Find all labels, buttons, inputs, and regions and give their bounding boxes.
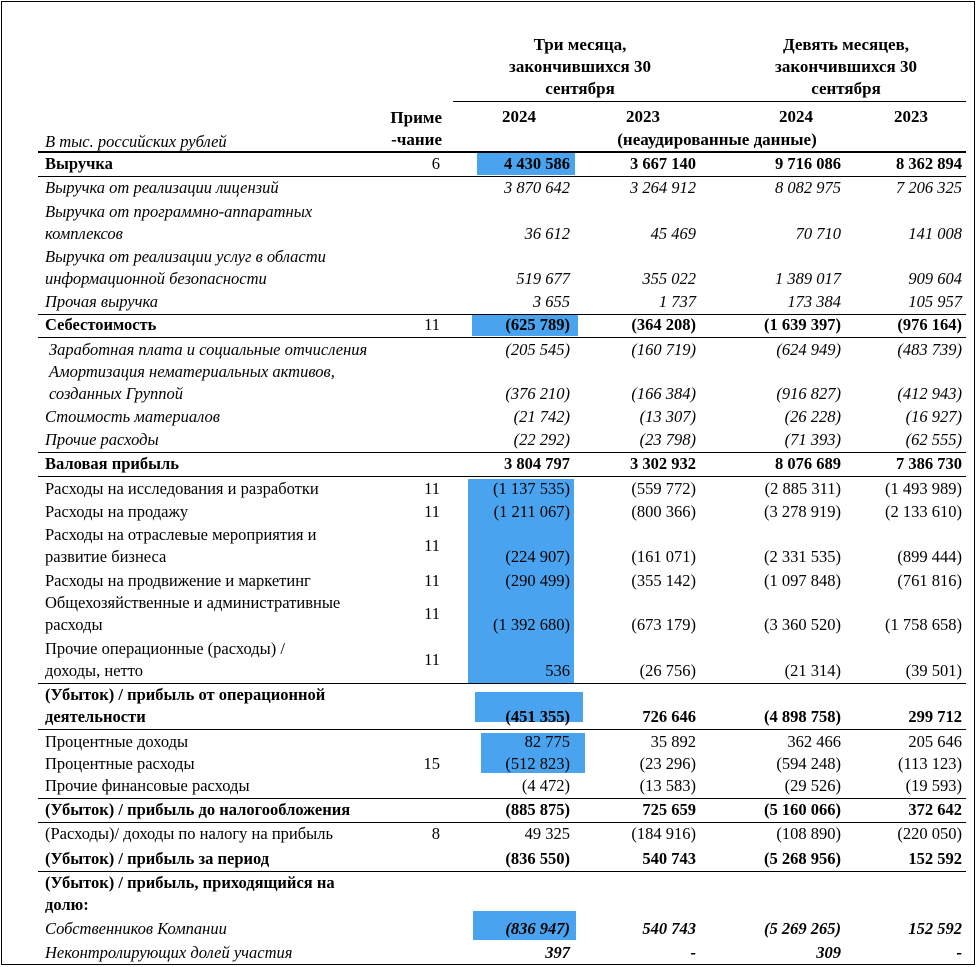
row-value-col-1: 49 325 <box>524 824 570 843</box>
header-nine-line-3: сентября <box>811 79 881 98</box>
row-value-col-2: 45 469 <box>650 224 696 243</box>
row-value-col-3: (4 898 758) <box>764 707 841 726</box>
row-value-col-1: (512 823) <box>505 754 570 773</box>
header-underline <box>453 101 966 102</box>
year-col-2: 2023 <box>626 107 660 126</box>
row-value-col-2: 540 743 <box>642 849 696 868</box>
note-header-line-1: Приме <box>390 108 442 127</box>
row-value-col-2: (559 772) <box>631 479 696 498</box>
row-label: Выручка от реализации лицензий <box>45 178 279 197</box>
row-value-col-1: (4 472) <box>521 776 570 795</box>
row-value-col-1: (625 789) <box>505 315 570 334</box>
row-value-col-1: (224 907) <box>505 547 570 566</box>
table-row <box>0 638 978 682</box>
row-value-col-1: 4 430 586 <box>504 154 570 173</box>
table-row <box>0 570 978 592</box>
row-value-col-4: 7 206 325 <box>896 178 962 197</box>
row-value-col-1: (376 210) <box>505 384 570 403</box>
row-value-col-3: (29 526) <box>784 776 841 795</box>
row-value-col-3: 9 716 086 <box>775 154 841 173</box>
year-col-1: 2024 <box>502 107 536 126</box>
row-label: Расходы на исследования и разработки <box>45 479 319 498</box>
row-value-col-3: (5 160 066) <box>764 800 841 819</box>
row-value-col-2: (160 719) <box>631 340 696 359</box>
table-row <box>0 592 978 636</box>
row-value-col-1: (836 947) <box>505 919 570 938</box>
row-value-col-1: (1 137 535) <box>493 479 570 498</box>
row-note: 8 <box>431 824 440 843</box>
table-row <box>0 848 978 870</box>
row-value-col-1: 536 <box>545 661 570 680</box>
table-row <box>0 753 978 775</box>
row-value-col-1: 3 804 797 <box>504 454 570 473</box>
row-value-col-1: (885 875) <box>505 800 570 819</box>
row-value-col-4: 205 646 <box>908 732 962 751</box>
unaudited-label: (неаудированные данные) <box>617 130 817 149</box>
row-value-col-4: (1 493 989) <box>885 479 962 498</box>
row-value-col-4: (220 050) <box>897 824 962 843</box>
row-value-col-3: (594 248) <box>776 754 841 773</box>
row-value-col-4: (899 444) <box>897 547 962 566</box>
row-value-col-3: (26 228) <box>784 407 841 426</box>
row-value-col-2: 35 892 <box>650 732 696 751</box>
header-three-line-3: сентября <box>545 79 615 98</box>
row-value-col-1: (836 550) <box>505 849 570 868</box>
row-note: 11 <box>424 315 440 334</box>
row-value-col-3: (21 314) <box>784 661 841 680</box>
row-value-col-3: (5 268 956) <box>764 849 841 868</box>
row-value-col-1: (1 211 067) <box>493 502 570 521</box>
row-label: Выручка от реализации услуг в области информационной безопасности <box>45 247 326 288</box>
row-value-col-4: (39 501) <box>905 661 962 680</box>
row-note: 15 <box>423 754 440 773</box>
row-value-col-4: 372 642 <box>908 800 962 819</box>
row-label: Прочие операционные (расходы) / доходы, нетто <box>45 639 285 680</box>
row-value-col-2: (355 142) <box>631 571 696 590</box>
row-value-col-2: (26 756) <box>639 661 696 680</box>
row-value-col-2: 355 022 <box>642 269 696 288</box>
row-value-col-2: (23 296) <box>639 754 696 773</box>
row-label: Расходы на отраслевые мероприятия и развитие бизнеса <box>45 525 317 566</box>
row-value-col-4: 141 008 <box>908 224 962 243</box>
row-note: 11 <box>424 604 440 623</box>
table-row <box>0 823 978 845</box>
row-value-col-4: (16 927) <box>905 407 962 426</box>
row-value-col-3: 309 <box>816 943 841 962</box>
row-label: Амортизация нематериальных активов, созданных Группой <box>49 362 335 403</box>
row-value-col-2: 3 264 912 <box>630 178 696 197</box>
header-nine-line-1: Девять месяцев, <box>782 35 910 54</box>
table-row <box>0 406 978 428</box>
row-value-col-4: - <box>956 943 962 962</box>
row-value-col-4: (1 758 658) <box>885 615 962 634</box>
row-value-col-4: (2 133 610) <box>885 502 962 521</box>
row-value-col-4: (113 123) <box>897 754 962 773</box>
row-label: Выручка от программно-аппаратных комплексов <box>45 202 313 243</box>
row-value-col-2: 3 667 140 <box>630 154 696 173</box>
row-value-col-3: (624 949) <box>776 340 841 359</box>
row-value-col-2: 1 737 <box>658 292 696 311</box>
row-label: Общехозяйственные и административные расходы <box>45 593 341 634</box>
row-value-col-4: (761 816) <box>897 571 962 590</box>
row-value-col-3: 362 466 <box>787 732 841 751</box>
table-row <box>0 314 978 336</box>
row-value-col-2: (800 366) <box>631 502 696 521</box>
row-value-col-1: (205 545) <box>505 340 570 359</box>
row-value-col-3: (3 278 919) <box>764 502 841 521</box>
row-divider <box>38 476 966 477</box>
row-note: 11 <box>424 571 440 590</box>
row-label: (Убыток) / прибыль, приходящийся на долю: <box>45 873 335 914</box>
row-value-col-2: 540 743 <box>642 919 696 938</box>
row-value-col-4: 7 386 730 <box>896 454 962 473</box>
row-label: Прочие финансовые расходы <box>45 776 250 795</box>
row-value-col-4: 152 592 <box>908 919 962 938</box>
row-value-col-4: (976 164) <box>897 315 962 334</box>
row-value-col-4: (412 943) <box>897 384 962 403</box>
row-note: 11 <box>424 479 440 498</box>
table-row <box>0 339 978 361</box>
row-value-col-4: 299 712 <box>908 707 962 726</box>
table-row <box>0 453 978 475</box>
row-value-col-2: 3 302 932 <box>630 454 696 473</box>
row-label: (Расходы)/ доходы по налогу на прибыль <box>45 824 333 843</box>
row-label: (Убыток) / прибыль за период <box>45 849 270 868</box>
row-value-col-4: 152 592 <box>908 849 962 868</box>
row-label: Собственников Компании <box>45 919 227 938</box>
table-row <box>0 201 978 245</box>
header-nine-months <box>726 34 966 100</box>
row-label: (Убыток) / прибыль от операционной деятельности <box>45 685 326 726</box>
year-col-4: 2023 <box>894 107 928 126</box>
table-row <box>0 501 978 523</box>
units-label: В тыс. российских рублей <box>45 132 227 151</box>
note-header-line-2: -чание <box>391 130 442 149</box>
table-row <box>0 291 978 313</box>
row-value-col-3: (108 890) <box>776 824 841 843</box>
row-value-col-3: (2 885 311) <box>764 479 841 498</box>
row-value-col-3: 8 082 975 <box>775 178 841 197</box>
row-value-col-3: (2 331 535) <box>764 547 841 566</box>
row-label: Неконтролирующих долей участия <box>45 943 293 962</box>
row-value-col-2: (166 384) <box>631 384 696 403</box>
row-value-col-1: (451 355) <box>505 707 570 726</box>
row-label: Стоимость материалов <box>45 407 220 426</box>
table-row <box>0 478 978 500</box>
table-row <box>0 177 978 199</box>
table-row <box>0 799 978 821</box>
row-value-col-3: 173 384 <box>787 292 841 311</box>
row-value-col-2: 726 646 <box>642 707 696 726</box>
row-value-col-2: (161 071) <box>631 547 696 566</box>
row-value-col-1: 36 612 <box>524 224 570 243</box>
row-value-col-2: - <box>690 943 696 962</box>
row-value-col-2: (13 307) <box>639 407 696 426</box>
row-value-col-3: (1 639 397) <box>764 315 841 334</box>
row-value-col-2: (23 798) <box>639 430 696 449</box>
table-row <box>0 918 978 940</box>
row-value-col-2: (364 208) <box>631 315 696 334</box>
table-row <box>0 361 978 405</box>
row-label: Расходы на продвижение и маркетинг <box>45 571 311 590</box>
table-row <box>0 524 978 568</box>
row-note: 11 <box>424 502 440 521</box>
row-value-col-4: 105 957 <box>908 292 962 311</box>
table-row <box>0 872 978 916</box>
row-value-col-1: (1 392 680) <box>493 615 570 634</box>
row-value-col-3: (71 393) <box>784 430 841 449</box>
row-value-col-4: (483 739) <box>897 340 962 359</box>
row-note: 6 <box>431 154 440 173</box>
row-value-col-3: 70 710 <box>795 224 841 243</box>
row-value-col-3: (916 827) <box>776 384 841 403</box>
table-row <box>0 429 978 451</box>
row-value-col-4: (62 555) <box>905 430 962 449</box>
row-divider <box>38 729 966 730</box>
row-label: Валовая прибыль <box>45 454 180 473</box>
row-value-col-1: 397 <box>545 943 570 962</box>
table-row <box>0 684 978 728</box>
row-note: 11 <box>424 650 440 669</box>
row-value-col-2: (184 916) <box>631 824 696 843</box>
row-label: Процентные расходы <box>45 754 195 773</box>
row-value-col-1: 3 655 <box>532 292 570 311</box>
table-row <box>0 731 978 753</box>
year-col-3: 2024 <box>779 107 813 126</box>
header-nine-line-2: закончившихся 30 <box>775 57 917 76</box>
table-row <box>0 153 978 175</box>
row-label: Заработная плата и социальные отчисления <box>49 340 368 359</box>
table-row <box>0 775 978 797</box>
row-value-col-2: 725 659 <box>642 800 696 819</box>
row-value-col-1: 519 677 <box>516 269 570 288</box>
table-row <box>0 246 978 290</box>
row-value-col-3: (3 360 520) <box>764 615 841 634</box>
note-column-header <box>380 107 442 151</box>
header-three-line-2: закончившихся 30 <box>509 57 651 76</box>
row-label: Процентные доходы <box>45 732 189 751</box>
row-label: Прочие расходы <box>45 430 159 449</box>
header-three-months <box>455 34 705 100</box>
row-value-col-3: 1 389 017 <box>775 269 841 288</box>
row-value-col-4: 909 604 <box>908 269 962 288</box>
row-divider <box>38 337 966 338</box>
row-value-col-1: 82 775 <box>524 732 570 751</box>
row-label: (Убыток) / прибыль до налогообложения <box>45 800 351 819</box>
row-value-col-4: 8 362 894 <box>896 154 962 173</box>
row-value-col-1: (290 499) <box>505 571 570 590</box>
table-row <box>0 942 978 964</box>
row-label: Расходы на продажу <box>45 502 189 521</box>
row-value-col-1: 3 870 642 <box>504 178 570 197</box>
row-note: 11 <box>424 536 440 555</box>
row-value-col-3: 8 076 689 <box>775 454 841 473</box>
row-label: Выручка <box>45 154 113 173</box>
row-value-col-3: (5 269 265) <box>764 919 841 938</box>
row-value-col-3: (1 097 848) <box>764 571 841 590</box>
row-value-col-2: (13 583) <box>639 776 696 795</box>
row-value-col-1: (21 742) <box>513 407 570 426</box>
row-label: Себестоимость <box>45 315 157 334</box>
row-value-col-4: (19 593) <box>905 776 962 795</box>
row-label: Прочая выручка <box>45 292 159 311</box>
row-value-col-2: (673 179) <box>631 615 696 634</box>
row-value-col-1: (22 292) <box>513 430 570 449</box>
header-three-line-1: Три месяца, <box>533 35 627 54</box>
